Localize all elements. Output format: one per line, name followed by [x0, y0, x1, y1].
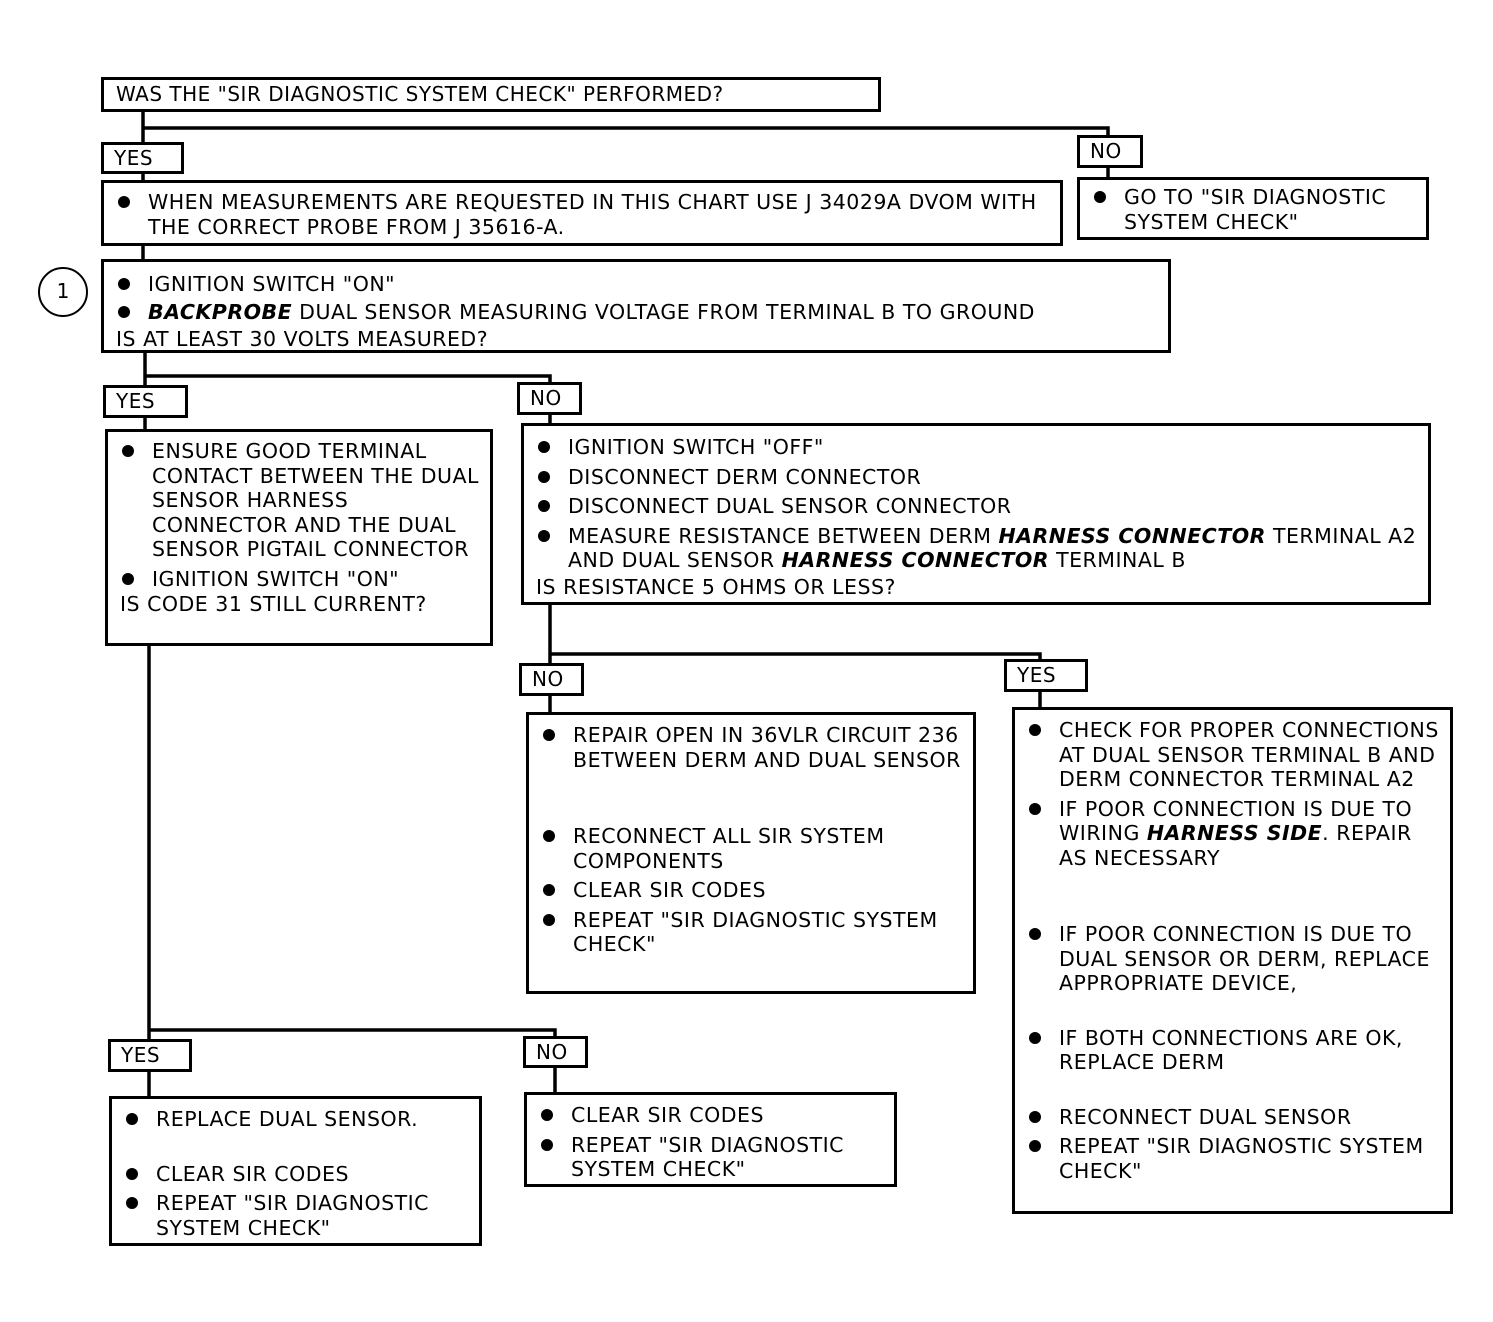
step1-box	[101, 259, 1171, 353]
yes-label-start: YES	[101, 142, 184, 174]
check-reconnect-sensor: RECONNECT DUAL SENSOR	[1015, 1105, 1444, 1130]
start-question: WAS THE "SIR DIAGNOSTIC SYSTEM CHECK" PERFORMED?	[116, 82, 724, 106]
yes-label-code31: YES	[108, 1039, 192, 1072]
clear-codes-box	[524, 1092, 897, 1187]
ensure-contact-question: IS CODE 31 STILL CURRENT?	[120, 592, 427, 616]
clear-codes-text: CLEAR SIR CODES	[527, 1103, 888, 1128]
resistance-item-dual: DISCONNECT DUAL SENSOR CONNECTOR	[524, 494, 1422, 519]
repair-open-text: REPAIR OPEN IN 36VLR CIRCUIT 236 BETWEEN DERM AND DUAL SENSOR	[529, 723, 965, 772]
check-connections-box	[1012, 707, 1453, 1214]
step1-item-ignition: IGNITION SWITCH "ON"	[104, 272, 1160, 297]
replace-sensor-text: REPLACE DUAL SENSOR.	[112, 1107, 473, 1132]
ensure-contact-ignition: IGNITION SWITCH "ON"	[108, 567, 484, 592]
ensure-contact-text: ENSURE GOOD TERMINAL CONTACT BETWEEN THE DUAL SENSOR HARNESS CONNECTOR AND THE DUAL SENSOR PIGTAIL CONNECTOR	[108, 439, 484, 562]
check-harness-side: IF POOR CONNECTION IS DUE TO WIRING HARNESS SIDE. REPAIR AS NECESSARY	[1015, 797, 1444, 871]
step1-question: IS AT LEAST 30 VOLTS MEASURED?	[116, 327, 489, 351]
step1-backprobe-em: BACKPROBE	[148, 299, 293, 324]
resistance-question: IS RESISTANCE 5 OHMS OR LESS?	[536, 574, 896, 599]
repair-open-box	[526, 712, 976, 994]
repair-repeat-check: REPEAT "SIR DIAGNOSTIC SYSTEM CHECK"	[529, 908, 965, 957]
replace-clear-codes: CLEAR SIR CODES	[112, 1162, 473, 1187]
yes-label-resistance: YES	[1004, 659, 1088, 692]
check-replace-device: IF POOR CONNECTION IS DUE TO DUAL SENSOR OR DERM, REPLACE APPROPRIATE DEVICE,	[1015, 922, 1444, 996]
step-number-circle: 1	[38, 267, 88, 317]
ensure-contact-box	[105, 429, 493, 646]
no-label-code31: NO	[523, 1036, 588, 1068]
check-replace-derm: IF BOTH CONNECTIONS ARE OK, REPLACE DERM	[1015, 1026, 1444, 1075]
check-connections-text: CHECK FOR PROPER CONNECTIONS AT DUAL SENSOR TERMINAL B AND DERM CONNECTOR TERMINAL A2	[1015, 718, 1444, 792]
resistance-item-measure: MEASURE RESISTANCE BETWEEN DERM HARNESS CONNECTOR TERMINAL A2 AND DUAL SENSOR HARNESS CONNECTOR TERMINAL B	[524, 524, 1422, 573]
clear-repeat-check: REPEAT "SIR DIAGNOSTIC SYSTEM CHECK"	[527, 1133, 888, 1182]
no-label-start: NO	[1077, 135, 1143, 168]
replace-repeat-check: REPEAT "SIR DIAGNOSTIC SYSTEM CHECK"	[112, 1191, 473, 1240]
step1-backprobe-rest: DUAL SENSOR MEASURING VOLTAGE FROM TERMINAL B TO GROUND	[292, 299, 1035, 324]
repair-reconnect: RECONNECT ALL SIR SYSTEM COMPONENTS	[529, 824, 965, 873]
yes-label-step1: YES	[103, 385, 188, 418]
step1-item-backprobe	[104, 300, 1160, 325]
resistance-item-ignition: IGNITION SWITCH "OFF"	[524, 435, 1422, 460]
measure-note-text: WHEN MEASUREMENTS ARE REQUESTED IN THIS CHART USE J 34029A DVOM WITH THE CORRECT PROBE FROM J 35616-A.	[104, 190, 1052, 239]
start-question-box	[101, 77, 881, 112]
no-label-resistance: NO	[519, 663, 584, 696]
replace-sensor-box	[109, 1096, 482, 1246]
resistance-item-derm: DISCONNECT DERM CONNECTOR	[524, 465, 1422, 490]
goto-check-text: GO TO "SIR DIAGNOSTIC SYSTEM CHECK"	[1080, 185, 1420, 234]
measure-note-box	[101, 180, 1063, 246]
repair-clear-codes: CLEAR SIR CODES	[529, 878, 965, 903]
goto-check-box	[1077, 177, 1429, 240]
check-repeat-check: REPEAT "SIR DIAGNOSTIC SYSTEM CHECK"	[1015, 1134, 1444, 1183]
no-label-step1: NO	[517, 382, 582, 415]
resistance-box	[521, 423, 1431, 605]
